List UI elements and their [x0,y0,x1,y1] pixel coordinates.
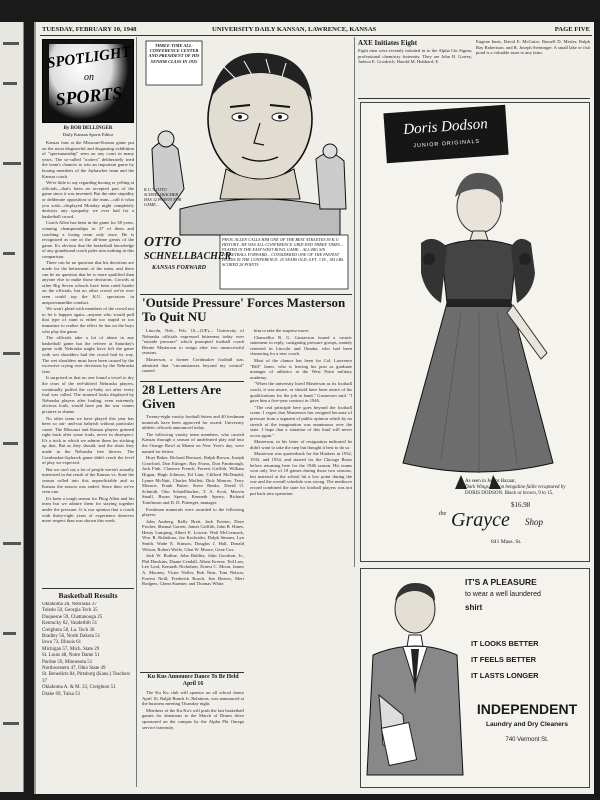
masterson-paragraph: Lincoln, Neb., Feb. 10—(UP)— University of Nebraska officials expressed bitterness today over "outside pressure" which prompted football coach Bernie Masterson to resign after two unsuccessful seasons. [142,328,244,356]
dodson-copy-line2: Dark Wings...rayon bengaline faille recaptured by [465,485,566,490]
axe-column-2: Eugene Innis, David E. McGuire, Russell D. Mesler, Ralph Ray Robertson, and R. Joseph Steininger. A small lake or fish pond is a valuable asset to any farm. [476,39,590,56]
basketball-result-row: St. Benedicts 84, Pittsburg (Kans.) Teachers 37 [42,672,131,684]
masterson-paragraph: Masterson was quarterback for the Huskers in 1932, 1933, and 1934, and starred for the Chicago Bears before returning here for the 1946 season. His teams won only five of 18 games during those two seasons, but material at the school hit a low point during the war and the overall schedule was strong. The mediocre record combined the state for football players was not put back into operation. [250,451,352,496]
masterson-paragraph: Most of the clamor has been for Col. Lawrence "Biff" Jones, who is leaving his post as graduate manager of athletics at the West Point military academy. [250,357,352,380]
basketball-result-row: Toledo 59, Georgia Tech 35 [42,608,98,614]
grayce-store: Grayce [451,509,510,531]
masterson-paragraph: Chancellor R. G. Gustavson issued a caustic statement in reply, castigating pressure groups, mainly centered in Lincoln and Omaha, who had been clamoring for a new coach. [250,334,352,357]
masterson-paragraph: Masterson, in his letter of resignation indicated he didn't want to take the step but thought it best to do so. [250,439,352,450]
laundry-line1: IT'S A PLEASURE [465,577,537,587]
spotlight-byline-title: Daily Kansan Sports Editor [62,132,114,137]
spotlight-logo-sports: SPORTS [54,82,124,110]
basketball-results-title: Basketball Results [58,591,118,600]
masthead-date: TUESDAY, FEBRUARY 10, 1948 [42,26,137,33]
masterson-headline: 'Outside Pressure' Forces Masterson To Quit NU [142,295,346,324]
grayce-address: 841 Mass. St. [491,539,522,545]
spotlight-paragraph: No other team we have played this year has been so out- and-out babyish without particular cause. The Missouri and Kansas players grinned right back after some fouls, never in disrespect. It's a trick to which we admire them for sticking up that, But as they should, and the shots they made in the Nebraska free throws. The Cornhusker-Jayhawk game didn't reach the level of play we expected. [42,415,134,466]
dodson-brand: Doris Dodson [402,116,489,138]
masterson-paragraph: "The real principle here goes beyond the football scene. I regret that Masterson has resigned because of pressure from a segment of public opinion which by no stretch of the imagination was unanimous over the state. I hope that a situation of this kind will never occur again." [250,404,352,438]
basketball-result-row: Bradley 56, North Dakota 51 [42,634,101,640]
masterson-paragraph: him to take the surprise move. [254,328,310,333]
spotlight-column-body [42,140,134,580]
spotlight-byline: By BOB DELLINGER [63,126,113,131]
spotlight-logo-on: on [84,72,94,83]
basketball-result-row: Drake 69, Tulsa 53 [42,691,81,697]
spotlight-paragraph: Kansas fans at the Missouri-Kansas game put on the most disgraceful and disgusting exhibition of "sportsmanship" seen on any court in many years. The so-called "rooters" deliberately tried the team's chances to win an important game by booing members of the Jayhawker team and the Kansas coach. [42,140,134,179]
basketball-result-row: Oklahoma A. & M. 33, Creighton 51 [42,685,116,691]
laundry-man-illustration [363,575,467,785]
masterson-column-1 [142,328,244,378]
spotlight-paragraph: There can be no question that his decisions are made for the betterment of the team, and there can be no question that he is more qualified than anyone else to make those decisions. Crowds at other Big Seven schools have been rated harder on the officials, but no other crowd we've ever seen could top the K.U. spectators in unsportsmanlike conduct. [42,260,134,305]
basketball-result-row: Iowa 73, Illinois 61 [42,640,82,646]
basketball-results-list [42,602,134,782]
spotlight-logo-word: SPOTLIGHT [46,44,132,72]
letters-paragraph: Twenty-eight varsity football letters and 40 freshman numerals have been approved for award, University athletic officials announced today. [142,414,244,431]
cartoon-bottom-caption: PHOG ALLEN CALLS HIM ONE OF THE BEST ATHLETES IN K.U. HISTORY...HE WAS ALL-CONFERENCE GRID END THREE TIMES... PLAYED IN THE EAST-WEST BOWL GAME... ALL-BIG SIX BASKETBALL FORWARD... CONSIDERED ONE OF THE FASTEST HANDS IN THE CONFERENCE. 25 YEARS OLD, 6 FT. 3 IN., 185 LBS. SCORED 28 POINTS [222,237,345,267]
basketball-result-row: Michigan 57, Mich. State 29 [42,646,100,652]
masterson-paragraph: Masterson, a former Cornhusker football star, admitted that "circumstances beyond my control" caused [142,356,244,374]
masthead-paper: UNIVERSITY DAILY KANSAN, LAWRENCE, KANSAS [212,26,377,33]
letters-paragraph: Freshmen numerals were awarded to the following players: [142,506,244,518]
masterson-column-2 [250,328,352,566]
cartoon-top-caption: THREE-TIME ALL-CONFERENCE CENTER AND PRESIDENT OF HIS SENIOR CLASS IN 1925 [148,43,200,64]
laundry-company-sub: Laundry and Dry Cleaners [485,721,569,728]
kuku-headline: Ku Kus Announce Dance To Be Held April 16 [147,674,239,687]
spotlight-logo [42,39,134,123]
basketball-result-row: Kentucky 62, Vanderbilt 51 [42,621,98,627]
masthead-page: PAGE FIVE [554,26,590,33]
spotlight-paragraph: The officials take a lot of abuse in any basketball game but the referee at Saturday's game with Nebraska might have left the game with wet shoulders had the crowd had its way. The wet shoulders must have been caused by the excessive crying over decisions by the Nebraska fans. [42,335,134,374]
spotlight-paragraph: Coach Allen has been in the game for 38 years, winning championships in 27 of them and coaching a losing team only once. He is recognized as one of the all-time greats of the game. It's obvious that the basketball knowledge of any grandstand coach pales into nothing in this comparison. [42,220,134,259]
kuku-paragraph: The Ku Ku club will sponsor an all school dance April 16, Ralph Bunch Jr. Relations, was announced at the business meeting Thursday night. [142,690,244,707]
letters-paragraph: The following varsity team members, who carried Kansas through a season of undefeated play and into the Orange Bowl at Miami on New Year's day, were named for letters: [142,431,244,454]
dodson-dress-illustration [381,163,571,493]
basketball-result-row: Creighton 50, La. Tech 36 [42,627,95,633]
letters-paragraph: Hoyt Baker, Richard Bertuzzi, Ralph Brown, Joseph Crawford, Don Ettinger, Ray Evans, Don Fambrough, Jack Fink, Clarence French, Forrest Griffith, William Hogan, Hugh Johnson, Ed Linn, Clifford McDonald, Lynne McNutt, Charles Moffett, Dick Monroe, Terry Monroe, Frank Pattee, Steve Renko, David O. Schmidt, Otto Schnellbacher, T. A. Scott, Marvin Small, Bryan Sperry, Kenneth Sperry, Richard Tomlinson and D. D. Pittenger, manager. [142,455,244,505]
basketball-result-row: St. Louis 48, Notre Dame 51 [42,653,100,659]
laundry-line3: shirt [465,603,483,612]
laundry-address: 740 Vermont St. [505,737,549,743]
laundry-company: INDEPENDENT [476,701,578,717]
dodson-copy-line1: As seen in Junior Bazaar, [465,479,516,484]
axe-headline: AXE Initiates Eight [358,39,418,47]
cartoon-school: KANSAS FORWARD [152,265,206,271]
letters-headline: 28 Letters Are Given [142,382,222,411]
grayce-the: the [439,511,447,517]
grayce-shop: Shop [525,517,543,527]
sports-cartoon [140,39,352,291]
spotlight-paragraph: We won't plead with members of the crowd not to let it happen again—anyone who would pull that type of stunt is either too stupid or too immature to realize the effect he has on the boys who play the game. [42,306,134,334]
spotlight-paragraph: But we can't say a lot of people weren't actually interested in the result of the Kansas vs. State the season rolled into this unpredictable and as Kansas the season was ended. Since then we've seen one. [42,466,134,495]
basketball-result-row: Oklahoma 28, Nebraska 37 [42,602,97,607]
cartoon-bubble: K.U.'S OTTO SCHNELLBACHER HAS 32 POINTS FOR GAME... [144,187,182,207]
cartoon-name-first: OTTO [144,235,182,250]
letters-paragraph: John Amberg, Kelly Brett, Jack Foerter, Dave Fischer, Shamal Garrett, James Griffith, John R. Hines, Henry Lamping, Albert E. Lowrie, Walt McCormack, Wm. R. Robidoux, Joe Kochrider, Dolph Simons, Lyn Smith, Wade E. Stinson, Douglas J. Hall, Donald Wilson, Robert Wolfe, Glen W. Moore, Gene Cox. [142,518,244,552]
axe-column-1: Eight men were recently initiated in to the Alpha Chi Sigma, professional chemistry fraternity. They are John B. Gorrey, Judson E. Goodrich, Harold M. Hubbard, E. [358,48,472,65]
doris-dodson-ad [360,102,590,562]
newspaper-page [34,22,594,794]
spotlight-paragraph: We're little to say regarding booing or yelling at officials—that's been an accepted part of the game since it was invented. But the utter stupidity or deliberate opposition to the team—call it what you wish—displayed Monday night completely destroys any sympathy we ever had for a basketball crowd. [42,180,134,219]
basketball-result-row: Purdue 59, Minnesota 51 [42,659,93,665]
masterson-paragraph: "When the university hired Masterson as its football coach, it was aware, or should have been aware of his qualifications for the job at hand," Gustavson said. "I gave him a five-year contract in 1946. [250,381,352,404]
letters-paragraph: Jack W. Bodine, John Bublitz, John Goodson, Jr., Phil Hawkins, Duane Cendall, Albert Kreese, Ted Law, Lee Lord, Kenneth Nicholsen, Ernest C. Moon, James A. Mooney, Victor Noller, Bob Near, Tom Nelson, Forrest Neill, Frederick Roach, Jim Beaver, Mert Rodgers, Glenn Starmer, and Thomas White. [142,553,244,587]
laundry-look2: IT FEELS BETTER [471,655,537,664]
spotlight-paragraph: It's been a tough season for Phog Allen and his team but we admire them for staying together under the pressure. It is our opinion that a coach with thirty-eight years of experience deserves more respect than was shown this week. [42,495,134,524]
dodson-sub: JUNIOR ORIGINALS [413,138,481,150]
dodson-logo-panel [383,105,508,163]
adjacent-page-edge [0,22,24,792]
kuku-body [142,690,244,786]
cartoon-name-last: SCHNELLBACHER [144,251,232,262]
laundry-line2: to wear a well laundered [465,591,541,598]
letters-body [142,414,244,669]
dodson-copy [465,479,585,497]
dodson-price: $16.98 [511,501,531,509]
laundry-look3: IT LASTS LONGER [471,671,539,680]
basketball-result-row: Duquesne 59, Chattanooga 25 [42,614,103,620]
spotlight-paragraph: It surprised us that no one found a towel to dry the tears of the red-shirted Nebraska players, continually puffed the cry-baby act after every foul was called. The strained looks displayed by Nebraska players after fouling, even extremely obvious fouls, would have put the war crimes pictures to shame. [42,375,134,414]
dodson-copy-line3: DORIS DODSON. Black or brown, 9 to 15. [465,491,554,496]
kuku-paragraph: Members of the Ku Ku's will push the last basketball games for donations to the March of Dimes drive sponsored on the campus by the Alpha Phi Omega service fraternity. [142,707,244,730]
independent-laundry-ad [360,568,590,788]
basketball-result-row: Northwestern 47, Ohio State 49 [42,666,106,672]
laundry-look1: IT LOOKS BETTER [471,639,539,648]
